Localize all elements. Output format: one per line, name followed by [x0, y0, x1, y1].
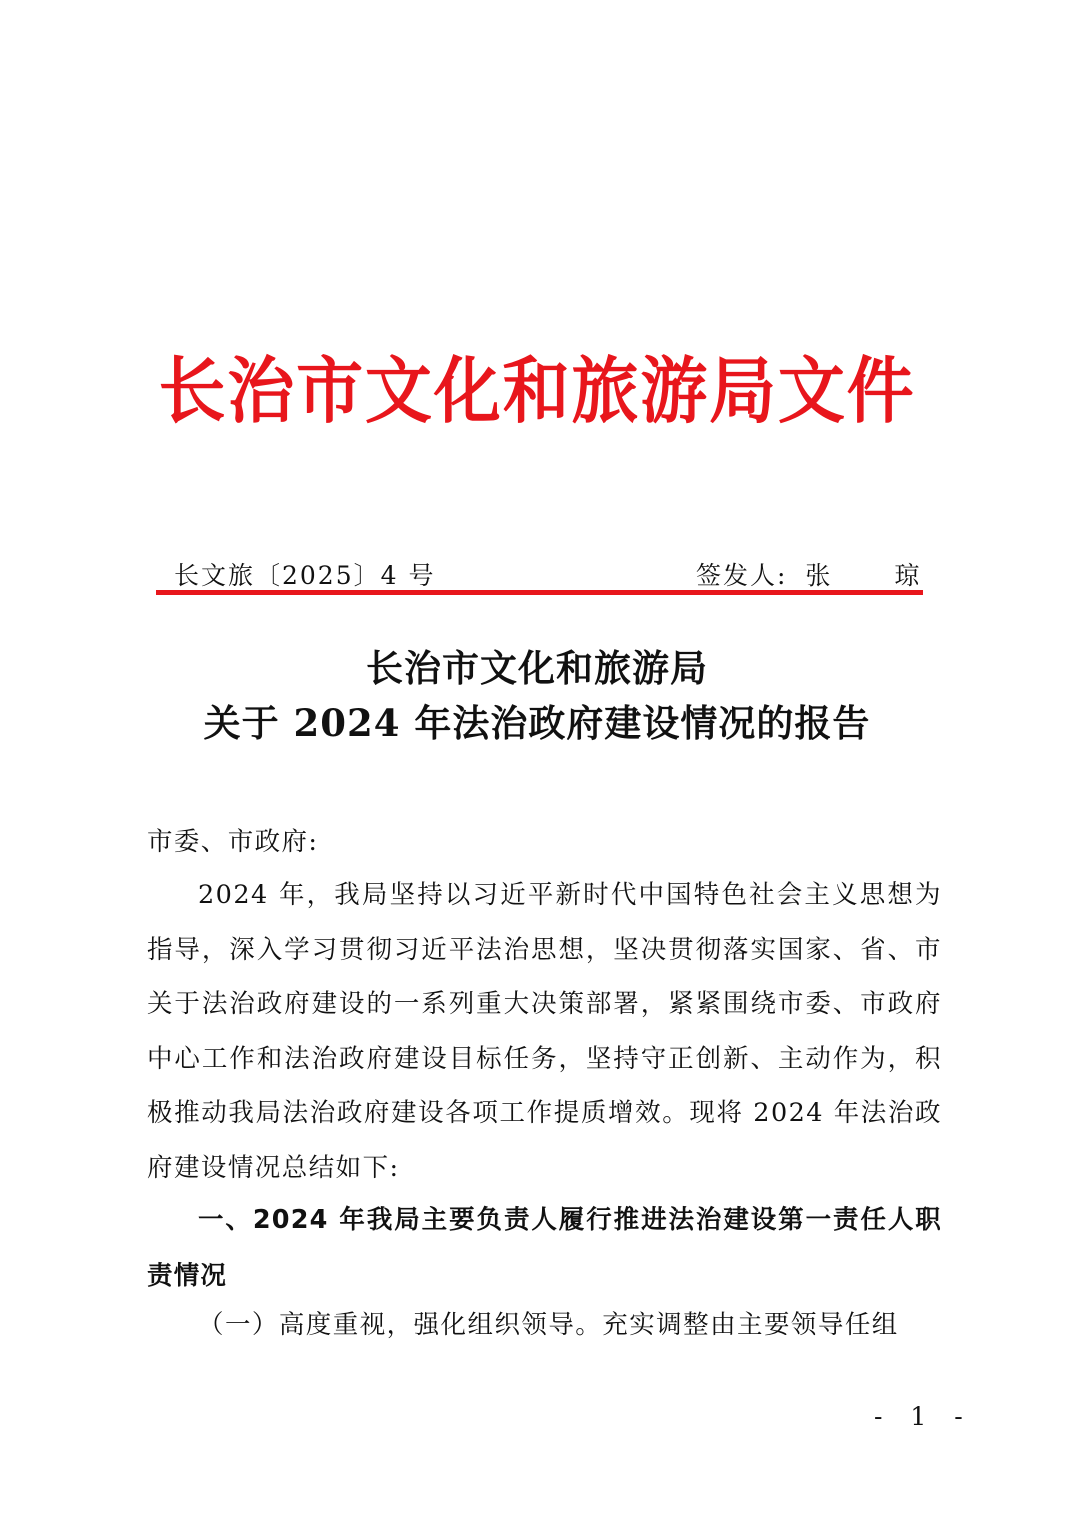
subsection-1-heading: （一）高度重视，强化组织领导。 [198, 1310, 603, 1340]
report-title-line-2: 关于 2024 年法治政府建设情况的报告 [203, 701, 871, 745]
signer-name: 张 琼 [805, 561, 948, 590]
signer [696, 556, 947, 592]
subsection-1-text: 充实调整由主要领导任组 [602, 1310, 899, 1340]
signer-label: 签发人: [696, 561, 788, 590]
salutation: 市委、市政府: [147, 827, 319, 857]
subsection-1-paragraph [147, 1298, 942, 1352]
red-divider [156, 590, 923, 595]
document-header-title: 长治市文化和旅游局文件 [158, 348, 916, 433]
section-1-heading: 一、2024 年我局主要负责人履行推进法治建设第一责任人职责情况 [147, 1205, 942, 1291]
page-number: - 1 - [874, 1402, 973, 1431]
report-title-line-1: 长治市文化和旅游局 [366, 646, 708, 690]
intro-paragraph: 2024 年，我局坚持以习近平新时代中国特色社会主义思想为指导，深入学习贯彻习近平法治思想，坚决贯彻落实国家、省、市关于法治政府建设的一系列重大决策部署，紧紧围绕市委、市政府中心工作和法治政府建设目标任务，坚持守正创新、主动作为，积极推动我局法治政府建设各项工作提质增效。现将 2024 年法治政府建设情况总结如下: [147, 880, 942, 1183]
document-number: 长文旅〔2025〕4 号 [174, 561, 436, 590]
